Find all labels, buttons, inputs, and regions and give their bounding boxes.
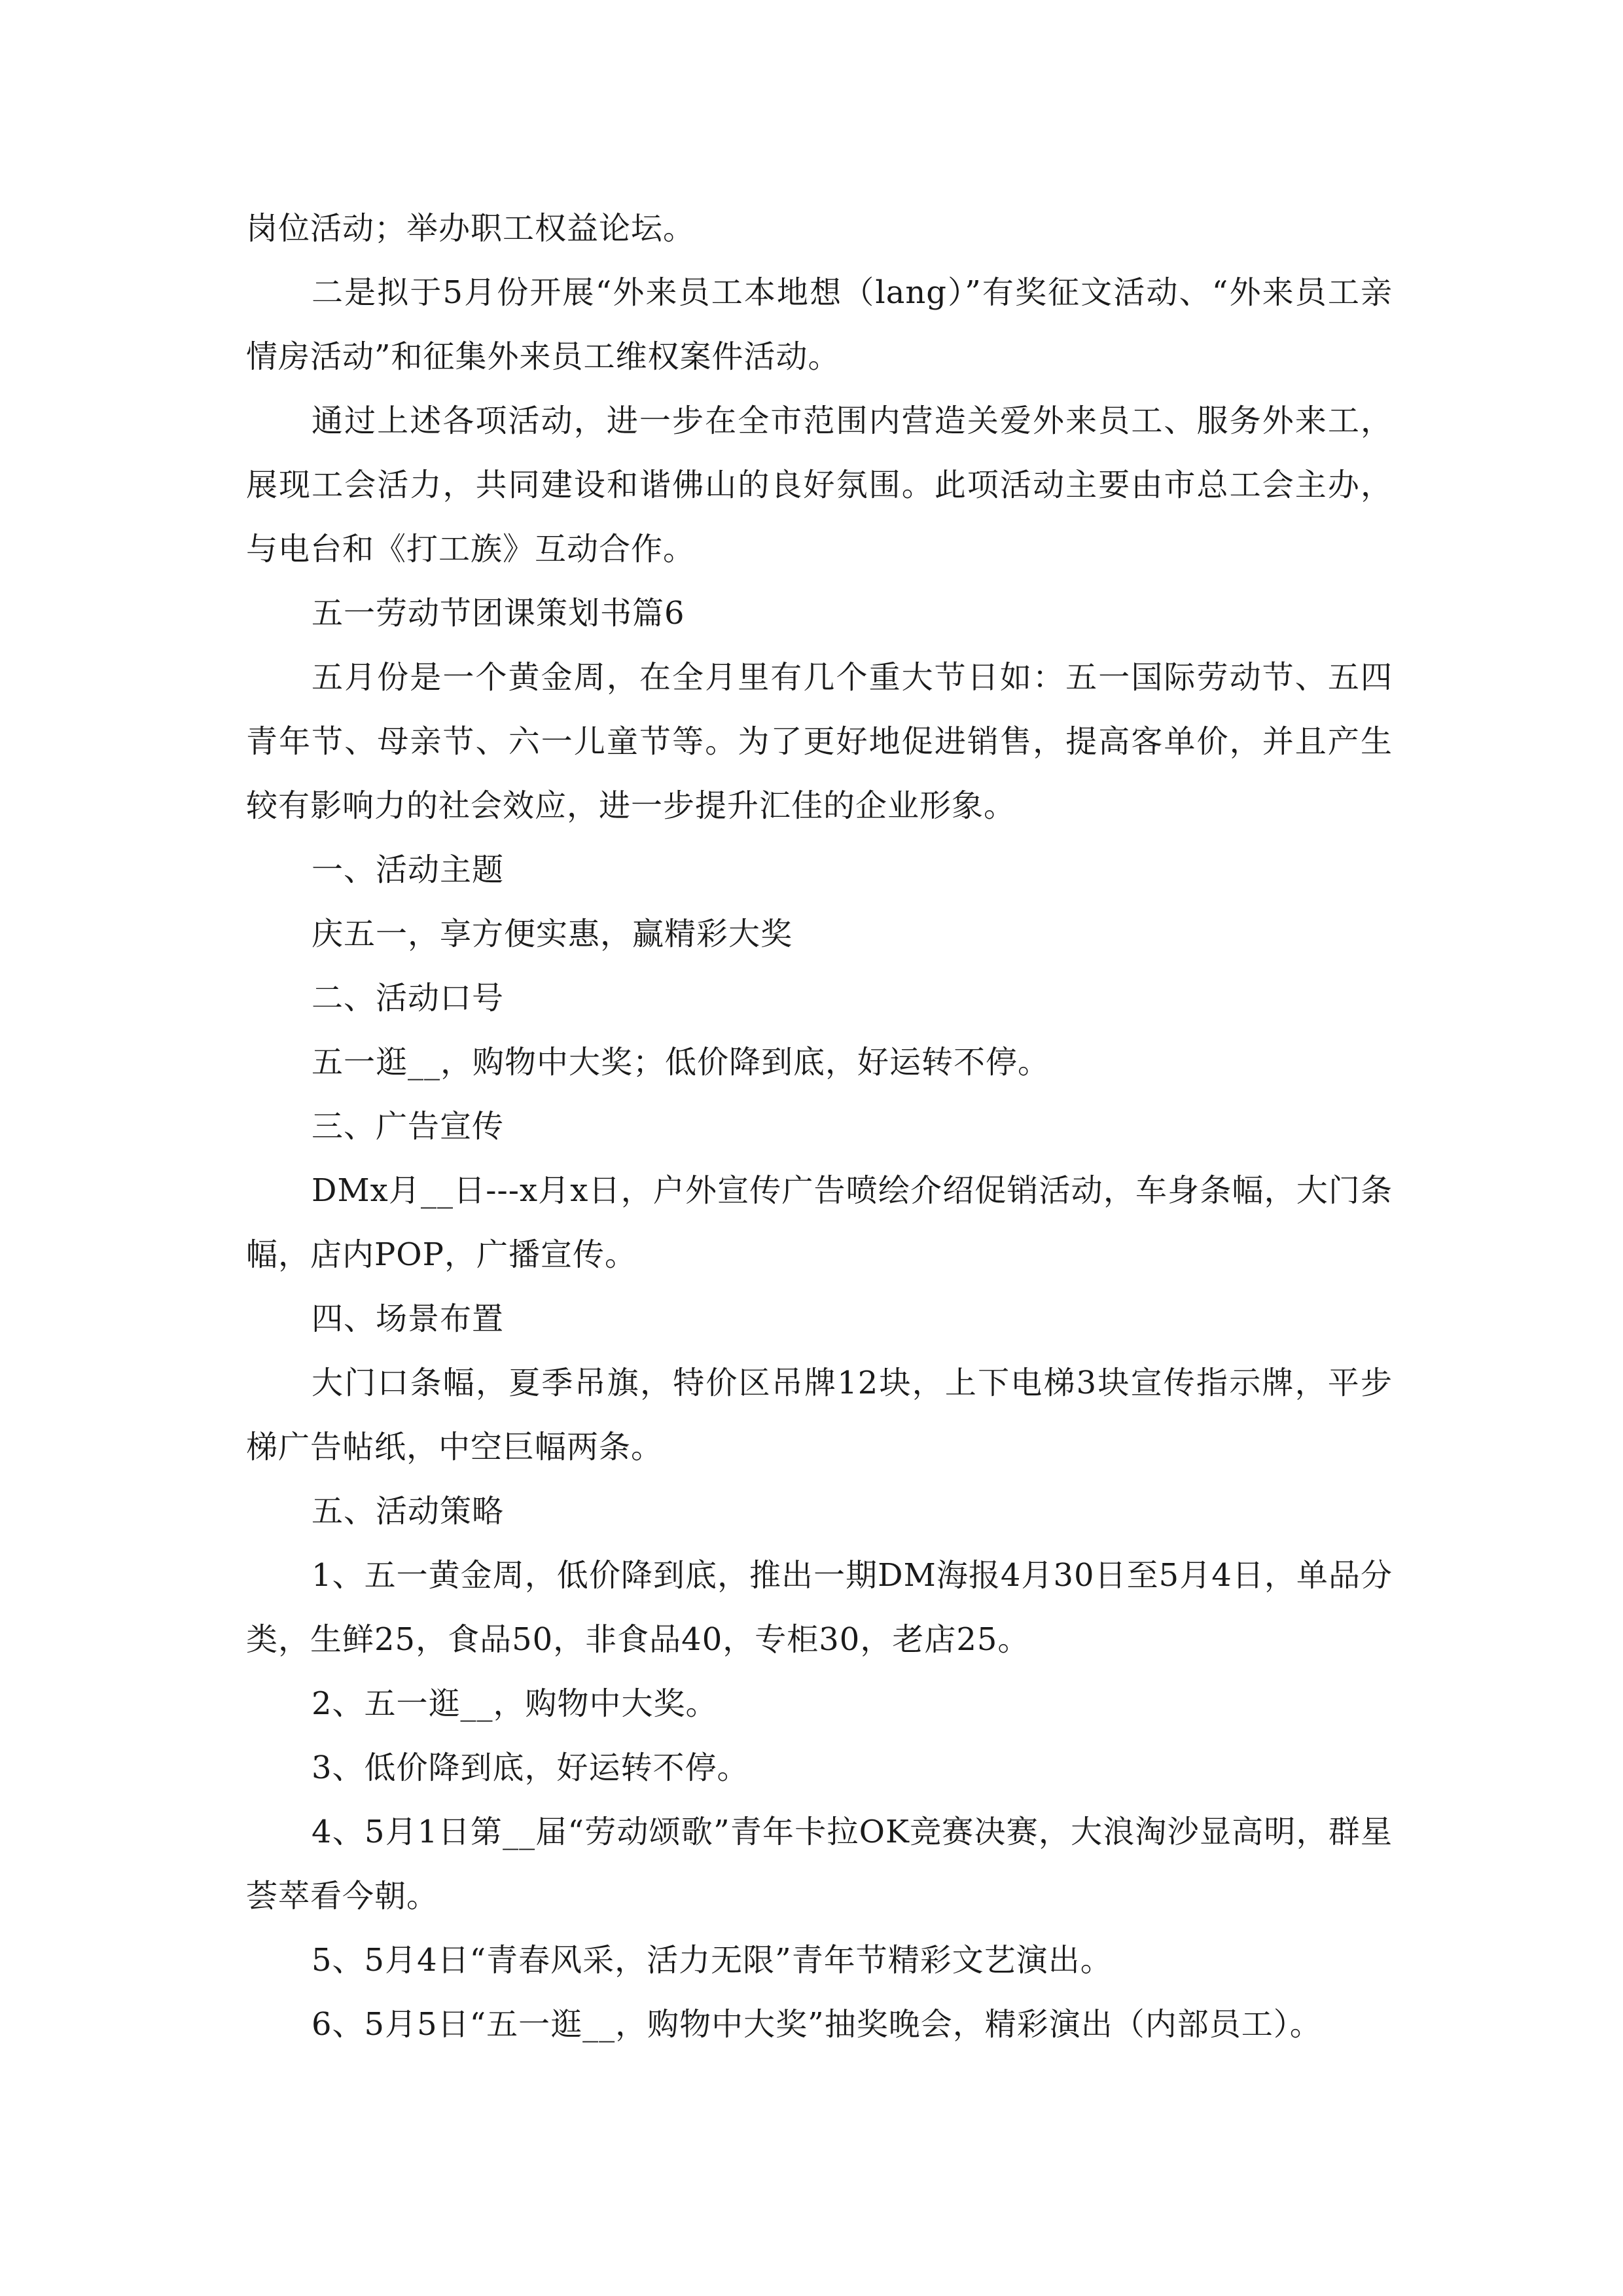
list-item: 1、五一黄金周，低价降到底，推出一期DM海报4月30日至5月4日，单品分类，生鲜25，食品50，非食品40，专柜30，老店25。 [246,1557,1393,1658]
paragraph: 通过上述各项活动，进一步在全市范围内营造关爱外来员工、服务外来工，展现工会活力，共同建设和谐佛山的良好氛围。此项活动主要由市总工会主办，与电台和《打工族》互动合作。 [246,403,1393,567]
paragraph: 庆五一，享方便实惠，赢精彩大奖 [312,916,793,952]
section-heading: 二、活动口号 [312,980,505,1016]
section-heading: 一、活动主题 [312,852,505,888]
section-title: 五一劳动节团课策划书篇6 [312,595,685,632]
list-item: 2、五一逛__，购物中大奖。 [312,1685,718,1722]
paragraph: DMx月__日---x月x日，户外宣传广告喷绘介绍促销活动，车身条幅，大门条幅，店内POP，广播宣传。 [246,1172,1393,1273]
section-heading: 五、活动策略 [312,1493,505,1530]
paragraph: 二是拟于5月份开展“外来员工本地想（lang）”有奖征文活动、“外来员工亲情房活动”和征集外来员工维权案件活动。 [246,274,1393,375]
paragraph: 大门口条幅，夏季吊旗，特价区吊牌12块，上下电梯3块宣传指示牌，平步梯广告帖纸，中空巨幅两条。 [246,1365,1393,1465]
list-item: 4、5月1日第__届“劳动颂歌”青年卡拉OK竞赛决赛，大浪淘沙显高明，群星荟萃看今朝。 [246,1814,1393,1914]
list-item: 6、5月5日“五一逛__，购物中大奖”抽奖晚会，精彩演出（内部员工）。 [312,2006,1322,2043]
paragraph: 岗位活动；举办职工权益论坛。 [246,210,696,247]
list-item: 5、5月4日“青春风采，活力无限”青年节精彩文艺演出。 [312,1942,1113,1979]
document-body [246,196,1393,2056]
section-heading: 三、广告宣传 [312,1108,505,1145]
section-heading: 四、场景布置 [312,1300,505,1337]
paragraph: 五月份是一个黄金周，在全月里有几个重大节日如：五一国际劳动节、五四青年节、母亲节、六一儿童节等。为了更好地促进销售，提高客单价，并且产生较有影响力的社会效应，进一步提升汇佳的企业形象。 [246,659,1393,824]
paragraph: 五一逛__，购物中大奖；低价降到底，好运转不停。 [312,1044,1050,1081]
list-item: 3、低价降到底，好运转不停。 [312,1749,749,1786]
